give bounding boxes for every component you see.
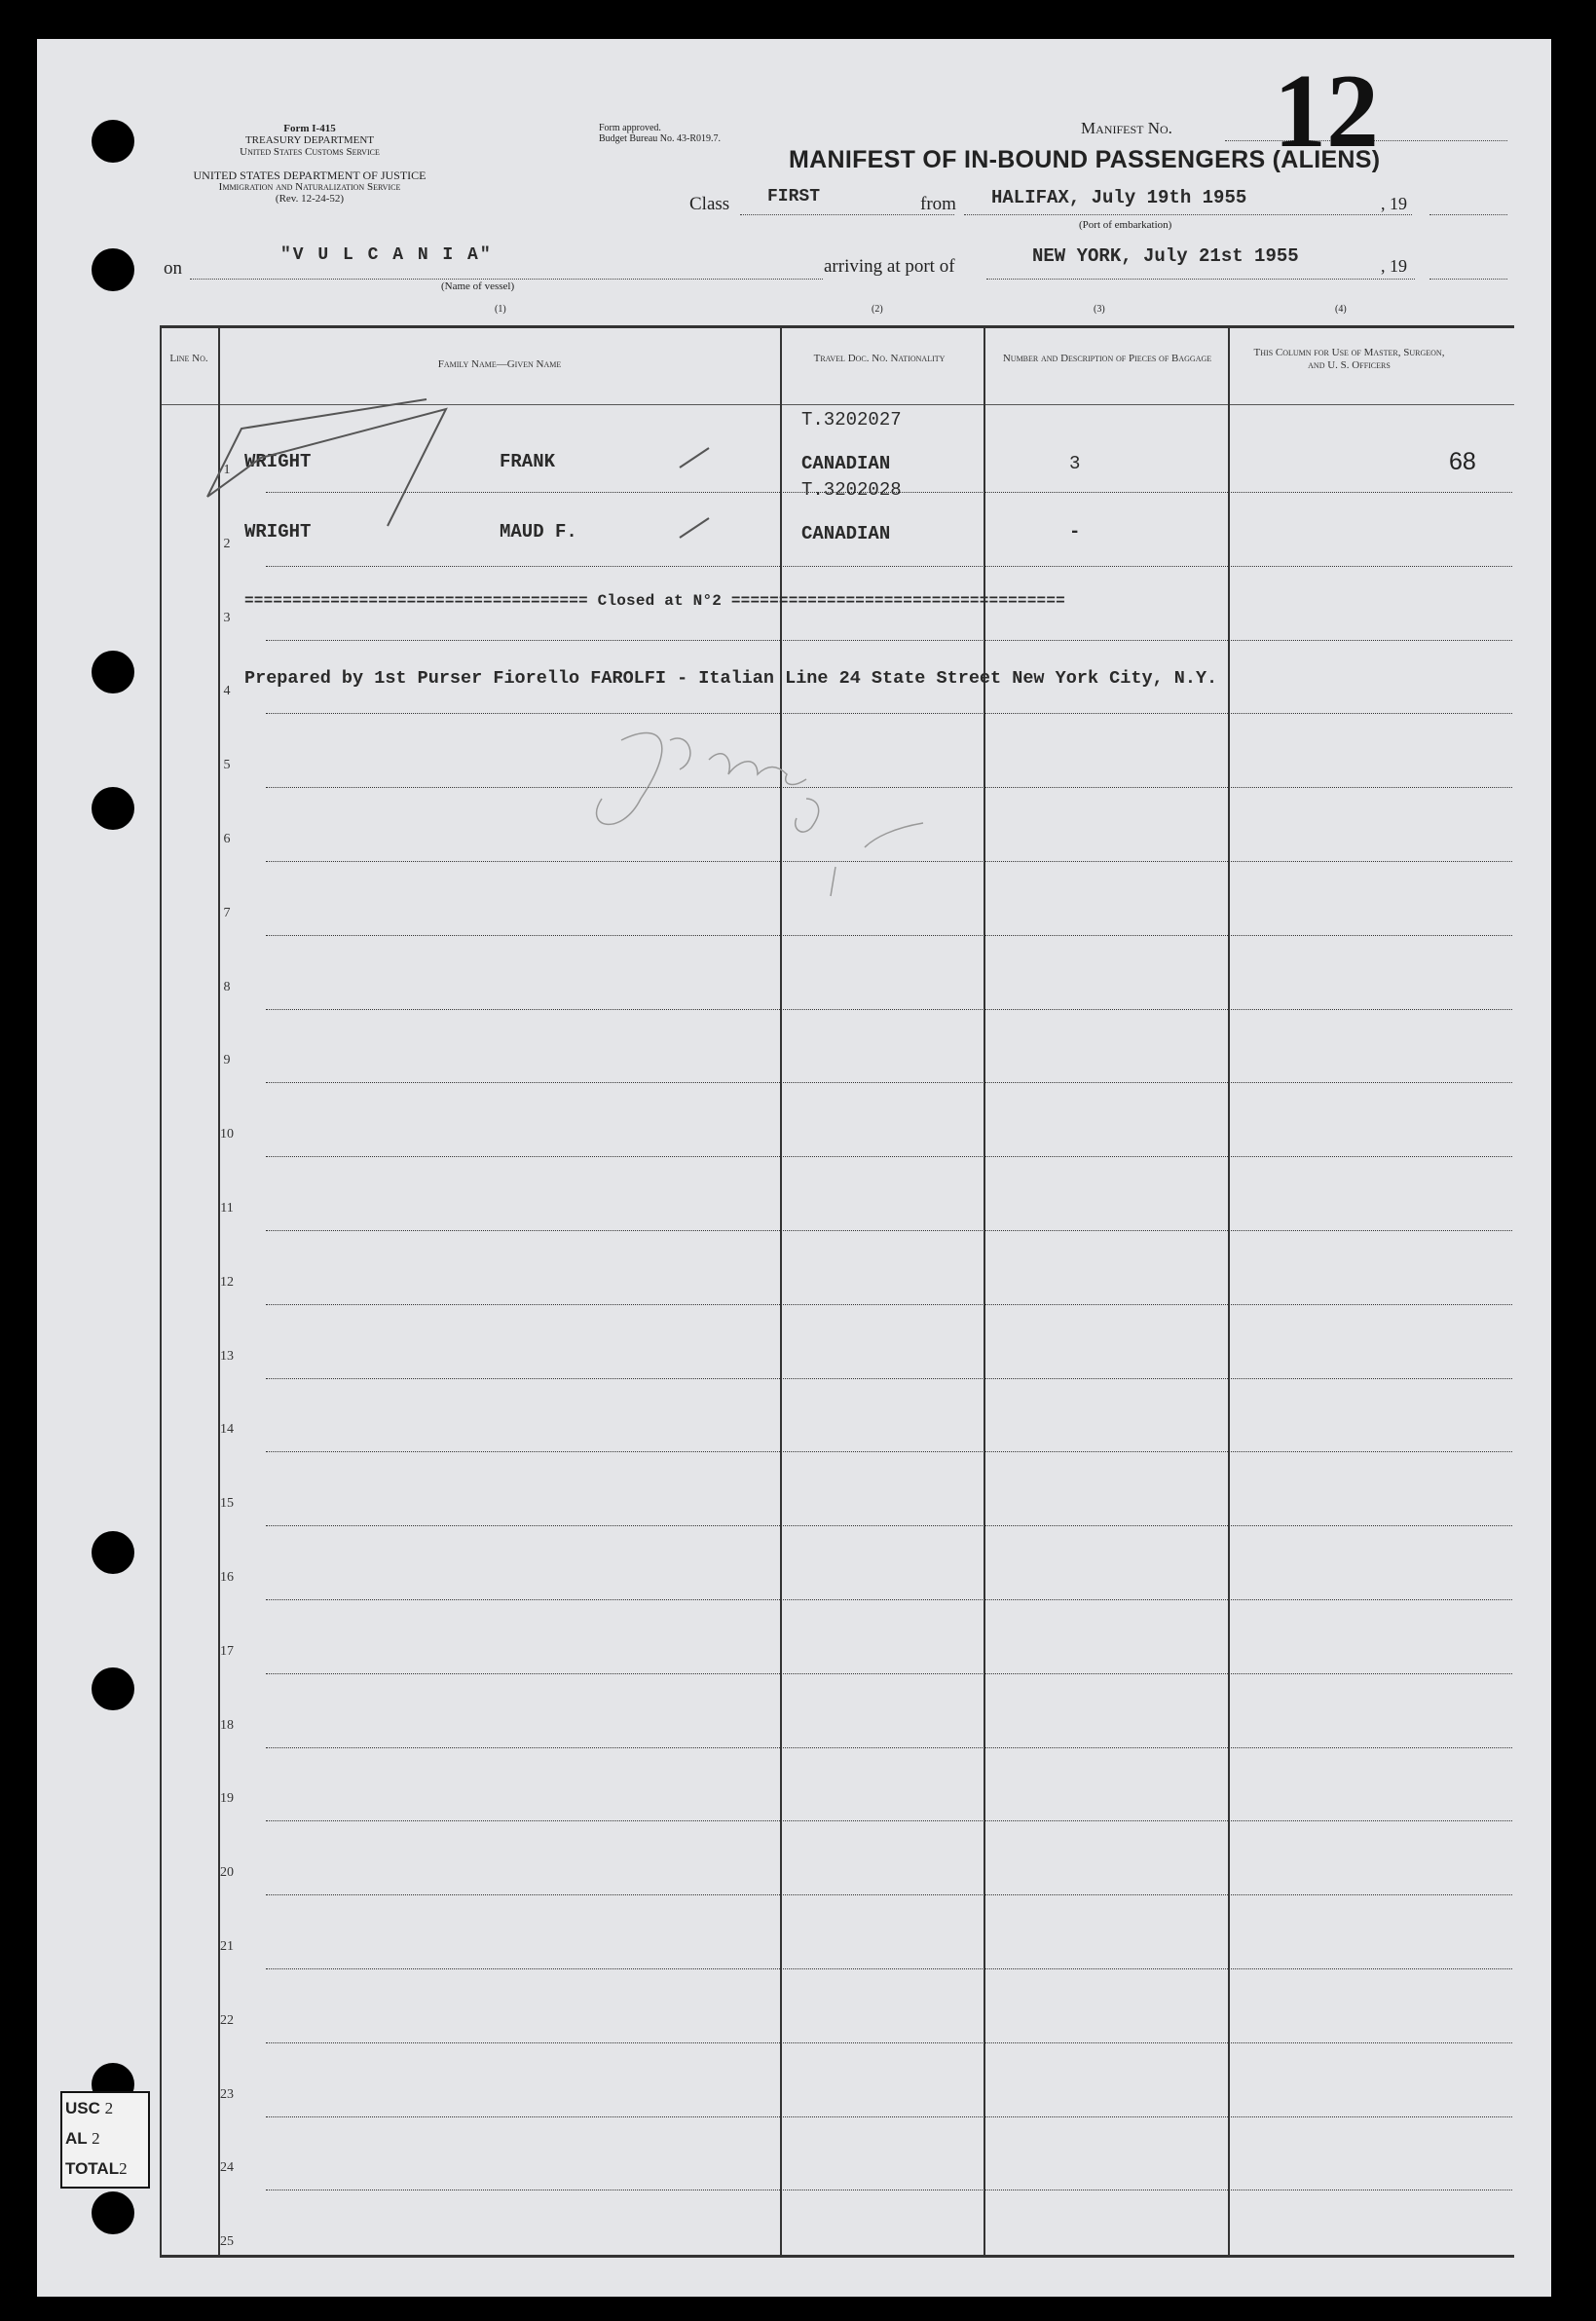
punch-hole [92,1667,134,1710]
line-number: 15 [220,1496,234,1512]
col-header-officers: This Column for Use of Master, Surgeon, and U. S. Officers [1253,347,1445,371]
entry-1-doc: T.3202027 [801,409,902,431]
line-number: 16 [220,1570,234,1585]
col-header-baggage: Number and Description of Pieces of Baggage [1002,353,1212,364]
line-number: 14 [220,1422,234,1438]
col-number-4: (4) [1335,304,1347,315]
line-number: 18 [220,1717,234,1733]
revision: (Rev. 12-24-52) [275,193,345,205]
entry-2-family: WRIGHT [244,521,312,543]
manifest-number: 12 [1274,54,1379,169]
punch-hole [92,248,134,291]
budget-bureau: Budget Bureau No. 43-R019.7. [599,133,721,144]
closed-note: ==================================== Closed at N°2 =================================== [244,592,1065,610]
justice-dept: UNITED STATES DEPARTMENT OF JUSTICE [193,168,427,182]
line-number: 2 [223,536,231,551]
line-number: 21 [220,1939,234,1954]
line-number: 20 [220,1865,234,1881]
arrival-year-suffix: , 19 [1381,256,1407,276]
line-number: 8 [223,979,231,994]
entry-2-baggage: - [1069,521,1081,543]
arrival-value: NEW YORK, July 21st 1955 [1032,245,1299,267]
line-number: 24 [220,2160,234,2176]
line-number: 4 [223,684,231,699]
line-number: 5 [223,758,231,773]
entry-2-given: MAUD F. [500,521,577,543]
line-number: 10 [220,1127,234,1142]
manifest-page [37,39,1551,2297]
line-number: 11 [220,1201,234,1216]
line-number: 6 [223,832,231,846]
line-number: 3 [223,610,231,625]
form-approved: Form approved. [599,123,661,133]
line-number: 12 [220,1274,234,1290]
page-title: MANIFEST OF IN-BOUND PASSENGERS (ALIENS) [789,146,1381,173]
on-label: on [164,258,182,279]
entry-2-doc: T.3202028 [801,479,902,501]
vessel-name: "V U L C A N I A" [280,245,493,265]
entry-1-family: WRIGHT [244,451,312,472]
class-label: Class [689,194,730,214]
line-number: 23 [220,2086,234,2102]
embarkation-value: HALIFAX, July 19th 1955 [991,187,1247,208]
line-number: 19 [220,1791,234,1807]
check-mark-2 [680,518,709,538]
stamp-al [62,2123,148,2153]
stamp-al-value: 2 [92,2129,100,2148]
arriving-label: arriving at port of [824,256,955,277]
punch-hole [92,787,134,830]
check-mark-1 [680,448,709,468]
entry-2-nationality: CANADIAN [801,523,891,544]
vessel-caption: (Name of vessel) [441,281,515,292]
line-number: 17 [220,1643,234,1659]
punch-hole [92,651,134,693]
punch-hole [92,120,134,163]
punch-hole [92,1531,134,1574]
stamp-total [62,2153,148,2184]
port-caption: (Port of embarkation) [1079,219,1172,231]
stamp-total-label: TOTAL [65,2159,120,2178]
punch-hole [92,2191,134,2234]
entry-1-officer-note: 68 [1449,448,1476,475]
entry-1-baggage: 3 [1069,453,1081,474]
treasury-dept: TREASURY DEPARTMENT [244,134,375,146]
line-number: 22 [220,2012,234,2028]
prepared-note: Prepared by 1st Purser Fiorello FAROLFI - Italian Line 24 State Street New York City, N.Y. [244,668,1218,689]
ins-service: Immigration and Naturalization Service [218,181,401,193]
line-number: 7 [223,905,231,920]
col-header-line-no: Line No. [169,353,208,364]
col-number-1: (1) [495,304,506,315]
entry-1-given: FRANK [500,451,556,472]
bracket-mark [207,399,446,526]
col-header-name: Family Name—Given Name [437,358,562,370]
class-value: FIRST [767,187,821,206]
from-year-suffix: , 19 [1381,194,1407,213]
customs-service: United States Customs Service [240,146,380,158]
handwritten-marks [37,39,1551,2297]
line-number: 25 [220,2234,234,2250]
from-label: from [920,194,956,214]
manifest-no-label: Manifest No. [1081,119,1172,137]
signature-scribble [597,733,923,897]
col-number-2: (2) [872,304,883,315]
form-number: Form I-415 [283,123,336,134]
col-header-doc: Travel Doc. No. Nationality [813,353,946,364]
stamp-usc [62,2093,148,2123]
stamp-usc-value: 2 [104,2099,114,2117]
line-number: 1 [223,463,231,477]
stamp-al-label: AL [65,2129,88,2148]
stamp-usc-label: USC [65,2099,100,2117]
count-stamp [60,2091,150,2189]
entry-1-nationality: CANADIAN [801,453,891,474]
stamp-total-value: 2 [119,2159,128,2178]
col-number-3: (3) [1094,304,1105,315]
line-number: 9 [223,1053,231,1068]
line-number: 13 [220,1348,234,1364]
